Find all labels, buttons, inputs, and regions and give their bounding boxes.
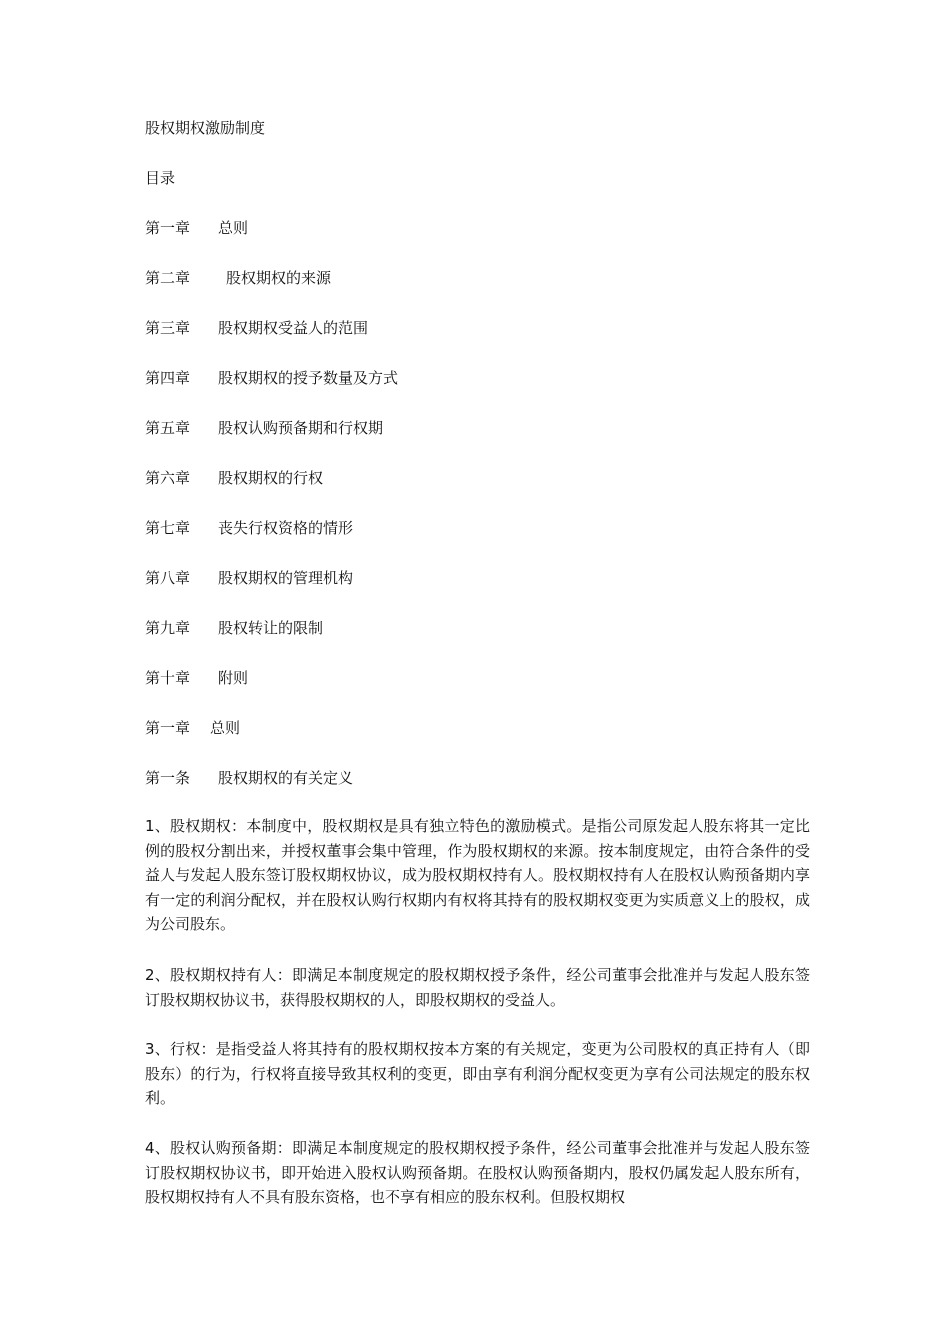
toc-item — [145, 618, 323, 638]
toc-chapter-number: 第九章 — [145, 619, 191, 637]
toc-chapter-number: 第八章 — [145, 569, 191, 587]
toc-chapter-number: 第一章 — [145, 219, 191, 237]
definition-paragraph: 4、股权认购预备期：即满足本制度规定的股权期权授予条件，经公司董事会批准并与发起人股东签订股权期权协议书，即开始进入股权认购预备期。在股权认购预备期内，股权仍属发起人股东所有，股权期权持有人不具有股东资格，也不享有相应的股东权利。但股权期权 — [145, 1139, 810, 1206]
toc-chapter-title: 股权期权的来源 — [226, 269, 332, 287]
chapter-heading — [145, 718, 240, 738]
toc-chapter-number: 第十章 — [145, 669, 191, 687]
toc-chapter-title: 股权认购预备期和行权期 — [218, 419, 384, 437]
toc-chapter-number: 第四章 — [145, 369, 191, 387]
toc-chapter-number: 第七章 — [145, 519, 191, 537]
toc-chapter-title: 股权期权的授予数量及方式 — [218, 369, 399, 387]
toc-item — [145, 268, 331, 288]
definition-paragraph: 3、行权：是指受益人将其持有的股权期权按本方案的有关规定，变更为公司股权的真正持有人（即股东）的行为，行权将直接导致其权利的变更，即由享有利润分配权变更为享有公司法规定的股东权利。 — [145, 1040, 810, 1107]
toc-chapter-title: 股权期权的行权 — [218, 469, 324, 487]
definition-paragraph: 2、股权期权持有人：即满足本制度规定的股权期权授予条件，经公司董事会批准并与发起人股东签订股权期权协议书，获得股权期权的人，即股权期权的受益人。 — [145, 966, 810, 1009]
toc-chapter-title: 附则 — [218, 669, 249, 687]
chapter-number: 第一章 — [145, 719, 191, 737]
toc-item — [145, 518, 353, 538]
toc-chapter-number: 第五章 — [145, 419, 191, 437]
toc-heading: 目录 — [145, 169, 176, 187]
article-number: 第一条 — [145, 769, 191, 787]
toc-chapter-title: 股权期权的管理机构 — [218, 569, 354, 587]
toc-item — [145, 218, 248, 238]
toc-item — [145, 368, 398, 388]
toc-item — [145, 318, 368, 338]
chapter-title: 总则 — [210, 719, 241, 737]
toc-chapter-title: 总则 — [218, 219, 249, 237]
toc-chapter-title: 股权转让的限制 — [218, 619, 324, 637]
toc-chapter-title: 股权期权受益人的范围 — [218, 319, 369, 337]
toc-item — [145, 668, 248, 688]
document-title: 股权期权激励制度 — [145, 119, 266, 137]
definition-paragraph: 1、股权期权：本制度中，股权期权是具有独立特色的激励模式。是指公司原发起人股东将其一定比例的股权分割出来，并授权董事会集中管理，作为股权期权的来源。按本制度规定，由符合条件的受益人与发起人股东签订股权期权协议，成为股权期权持有人。股权期权持有人在股权认购预备期内享有一定的利润分配权，并在股权认购行权期内有权将其持有的股权期权变更为实质意义上的股权，成为公司股东。 — [145, 817, 810, 933]
toc-chapter-number: 第六章 — [145, 469, 191, 487]
article-heading — [145, 768, 353, 788]
toc-chapter-number: 第三章 — [145, 319, 191, 337]
toc-item — [145, 468, 323, 488]
toc-chapter-number: 第二章 — [145, 269, 191, 287]
toc-item — [145, 568, 353, 588]
toc-chapter-title: 丧失行权资格的情形 — [218, 519, 354, 537]
toc-item — [145, 418, 383, 438]
article-title: 股权期权的有关定义 — [218, 769, 354, 787]
